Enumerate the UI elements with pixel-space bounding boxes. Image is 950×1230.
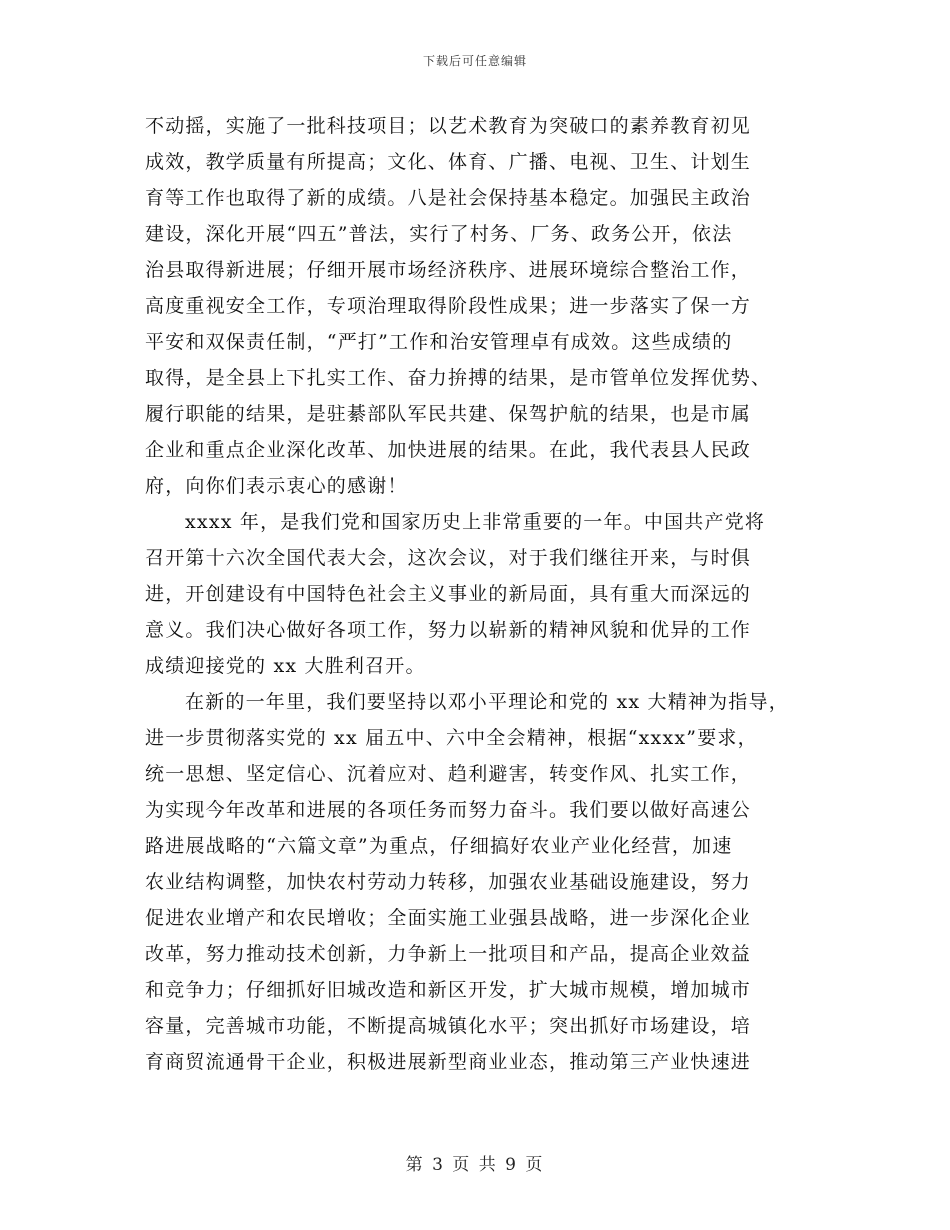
text-line: 统一思想、坚定信心、沉着应对、趋利避害，转变作风、扎实工作， — [145, 763, 752, 785]
text-line: 建设，深化开展“四五”普法，实行了村务、厂务、政务公开，依法 — [145, 223, 733, 245]
text-line: 促进农业增产和农民增收；全面实施工业强县战略，进一步深化企业 — [145, 907, 752, 929]
page-number-footer: 第 3 页 共 9 页 — [405, 1155, 545, 1175]
paragraph-start-line: 在新的一年里，我们要坚持以邓小平理论和党的 xx 大精神为指导， — [185, 691, 789, 713]
page-header: 下载后可任意编辑 — [422, 54, 527, 68]
text-line: 和竞争力；仔细抓好旧城改造和新区开发，扩大城市规模，增加城市 — [145, 979, 752, 1001]
text-line: 路进展战略的“六篇文章”为重点，仔细搞好农业产业化经营，加速 — [145, 835, 733, 857]
text-line: 育等工作也取得了新的成绩。八是社会保持基本稳定。加强民主政治 — [145, 187, 752, 209]
text-line: 成效，教学质量有所提高；文化、体育、广播、电视、卫生、计划生 — [145, 151, 752, 173]
text-line: 不动摇，实施了一批科技项目；以艺术教育为突破口的素养教育初见 — [145, 115, 752, 137]
document-body — [145, 108, 810, 1080]
text-line: 育商贸流通骨干企业，积极进展新型商业业态，推动第三产业快速进 — [145, 1051, 752, 1073]
text-line: 为实现今年改革和进展的各项任务而努力奋斗。我们要以做好高速公 — [145, 799, 752, 821]
text-line: 进一步贯彻落实党的 xx 届五中、六中全会精神，根据“xxxx”要求， — [145, 727, 758, 749]
text-line: 改革，努力推动技术创新，力争新上一批项目和产品，提高企业效益 — [145, 943, 752, 965]
text-line: 治县取得新进展；仔细开展市场经济秩序、进展环境综合整治工作， — [145, 259, 752, 281]
text-line: 容量，完善城市功能，不断提高城镇化水平；突出抓好市场建设，培 — [145, 1015, 752, 1037]
text-line: 意义。我们决心做好各项工作，努力以崭新的精神风貌和优异的工作 — [145, 619, 752, 641]
text-line: 成绩迎接党的 xx 大胜利召开。 — [145, 655, 426, 677]
text-line: 平安和双保责任制，“严打”工作和治安管理卓有成效。这些成绩的 — [145, 331, 733, 353]
text-line: 高度重视安全工作，专项治理取得阶段性成果；进一步落实了保一方 — [145, 295, 752, 317]
text-line: 进，开创建设有中国特色社会主义事业的新局面，具有重大而深远的 — [145, 583, 752, 605]
text-line: 取得，是全县上下扎实工作、奋力拚搏的结果，是市管单位发挥优势、 — [145, 367, 772, 389]
text-line: 企业和重点企业深化改革、加快进展的结果。在此，我代表县人民政 — [145, 439, 752, 461]
text-line: 农业结构调整，加快农村劳动力转移，加强农业基础设施建设，努力 — [145, 871, 752, 893]
text-line: 履行职能的结果，是驻綦部队军民共建、保驾护航的结果，也是市属 — [145, 403, 752, 425]
paragraph-start-line: xxxx 年，是我们党和国家历史上非常重要的一年。中国共产党将 — [185, 511, 766, 533]
text-line: 府，向你们表示衷心的感谢！ — [145, 475, 408, 497]
text-line: 召开第十六次全国代表大会，这次会议，对于我们继往开来，与时俱 — [145, 547, 752, 569]
